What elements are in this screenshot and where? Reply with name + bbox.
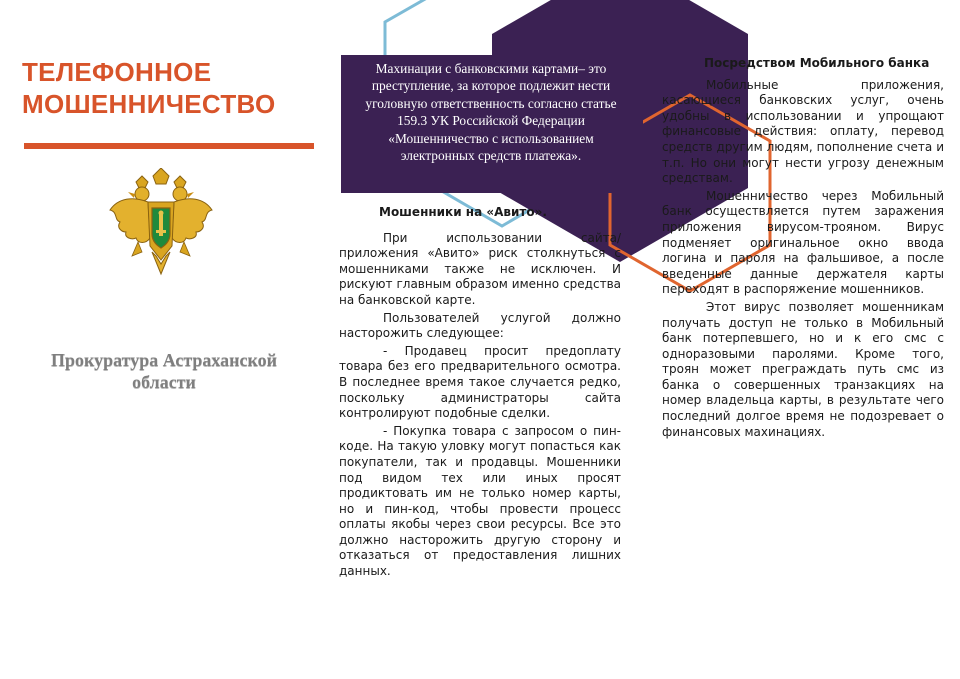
mobile-bank-section (662, 56, 944, 442)
title-line-1: ТЕЛЕФОННОЕ (22, 57, 212, 87)
mobile-bank-paragraph: Мошенничество через Мобильный банк осуществляется путем заражения приложения вирусом-трояном. Вирус подменяет оригинальное окно ввода логина и пароля на фальшивое, а после введенные данные держателя карты переходят в распоряжение мошенников. (662, 188, 944, 297)
avito-paragraph: Пользователей услугой должно насторожить следующее: (339, 310, 621, 341)
avito-paragraph: - Покупка товара с запросом о пин-коде. На такую уловку могут попасться как покупатели, так и продавцы. Мошенники под видом тех или иных просят продиктовать им не только номер карты, но и пин-код, чтобы провести процесс оплаты якобы через свои ресурсы. Все это должно насторожить другую сторону и отказаться от предоставления лишних данных. (339, 423, 621, 579)
double-headed-eagle-emblem-icon (108, 168, 214, 280)
callout-text: Махинации с банковскими картами– это преступление, за которое подлежит нести уголовную ответственность согласно статье 159.3 УК Российской Федерации «Мошенничество с использованием электронных средств платежа». (365, 61, 617, 164)
title-line-2: МОШЕННИЧЕСТВО (22, 89, 276, 119)
organization-line-2: области (132, 372, 196, 392)
mobile-bank-paragraph: Мобильные приложения, касающиеся банковских услуг, очень удобны в использовании и упрощают финансовые действия: оплату, перевод средств другим людям, пополнение счета и т.п. Но они могут нести угрозу денежным средствам. (662, 77, 944, 186)
organization-line-1: Прокуратура Астраханской (50, 350, 278, 370)
organization-name (36, 349, 292, 393)
page-title (22, 56, 322, 120)
mobile-bank-paragraph: Этот вирус позволяет мошенникам получать доступ не только в Мобильный банк потерпевшего, но и к его смс с одноразовыми паролями. Кроме того, троян может преграждать путь смс из банка о совершенных транзакциях на номер владельца карты, в результате чего последний долгое время не подозревает о финансовых махинациях. (662, 299, 944, 439)
avito-paragraph: - Продавец просит предоплату товара без его предварительного осмотра. В последнее время такое случается редко, поскольку администраторы сайта контролируют подобные сделки. (339, 343, 621, 421)
avito-section (339, 205, 621, 582)
mobile-bank-heading: Посредством Мобильного банка (704, 56, 930, 70)
avito-paragraph: При использовании сайта/приложения «Авито» риск столкнуться с мошенниками также не исключен. И рискуют главным образом именно средства на банковской карте. (339, 230, 621, 307)
title-underline (24, 143, 314, 149)
avito-heading: Мошенники на «Авито». (379, 205, 547, 219)
